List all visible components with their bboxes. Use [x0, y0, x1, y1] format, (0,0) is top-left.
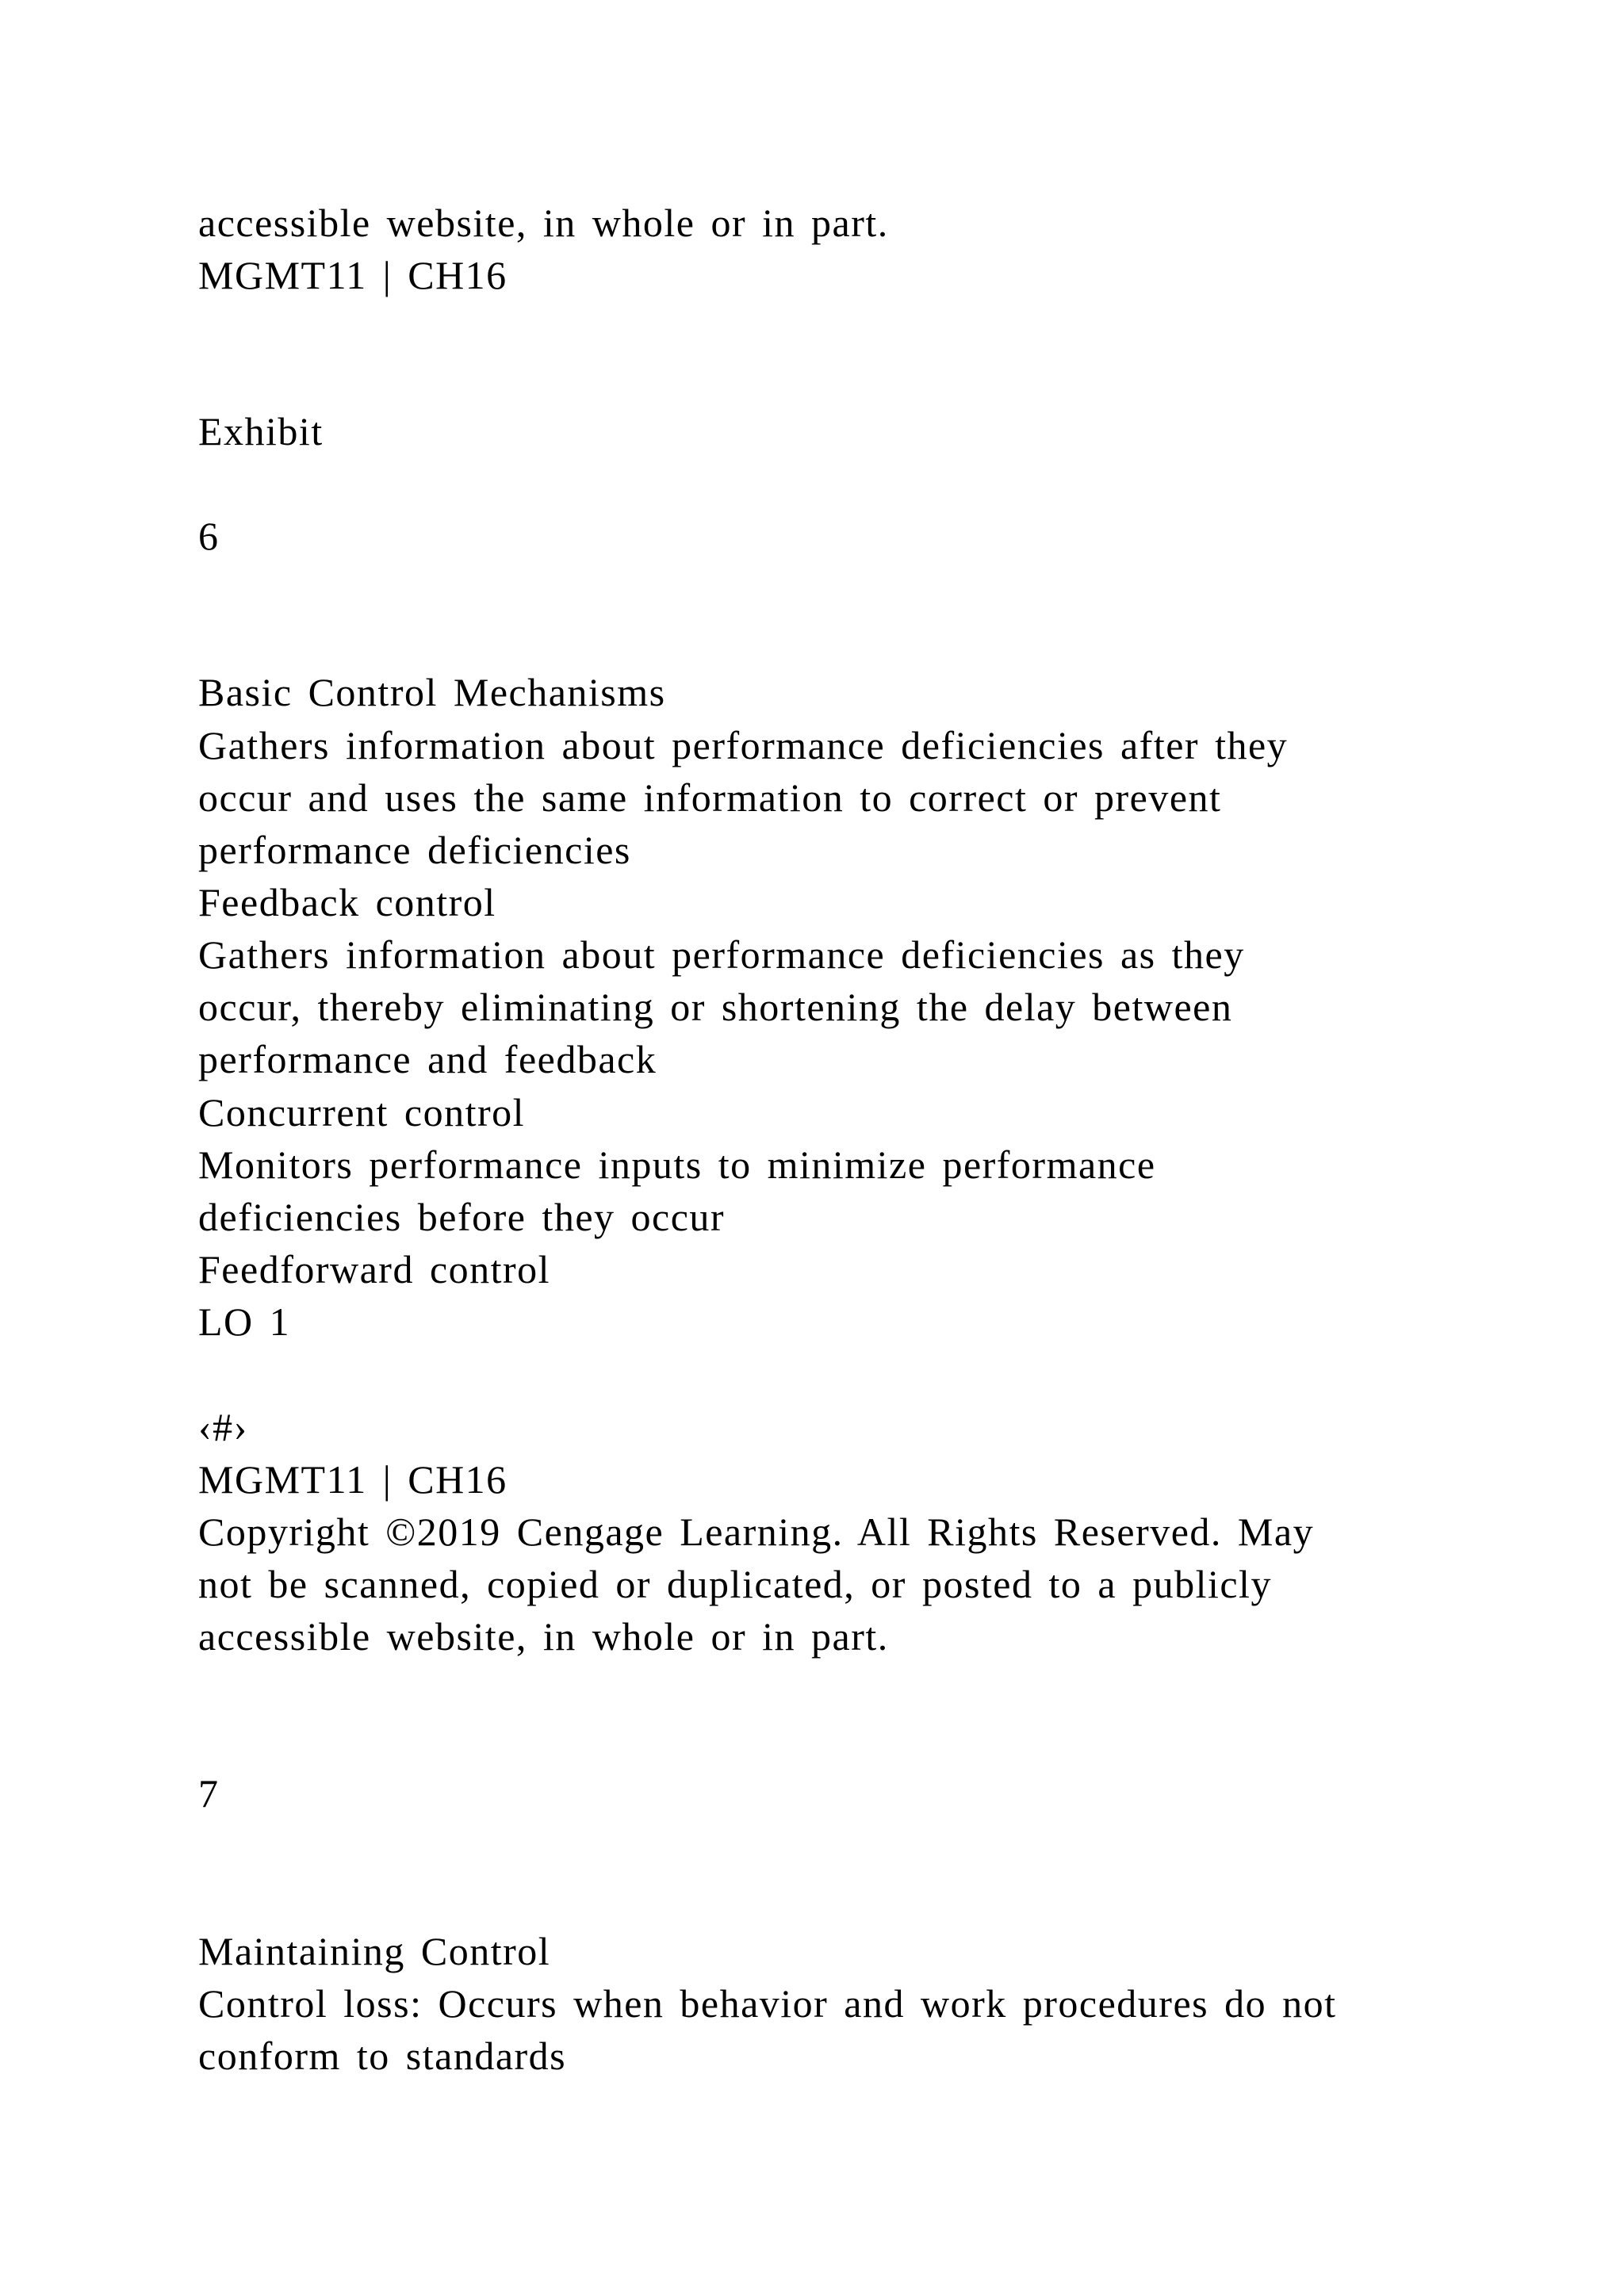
copyright-text: not be scanned, copied or duplicated, or posted to a publicly [198, 1562, 1272, 1606]
concurrent-description-line: performance and feedback [198, 1037, 657, 1081]
feedforward-control-term: Feedforward control [198, 1247, 551, 1292]
feedback-description-line: occur and uses the same information to correct or prevent [198, 775, 1222, 820]
course-chapter-label: MGMT11 | CH16 [198, 1457, 508, 1502]
exhibit-number: 6 [198, 514, 220, 558]
page-number: 7 [198, 1771, 220, 1816]
copyright-text: Copyright ©2019 Cengage Learning. All Rights Reserved. May [198, 1510, 1315, 1554]
feedback-description-line: performance deficiencies [198, 828, 631, 872]
course-chapter-label: MGMT11 | CH16 [198, 253, 508, 297]
section-title: Maintaining Control [198, 1929, 551, 1973]
feedforward-description-line: Monitors performance inputs to minimize performance [198, 1142, 1156, 1187]
learning-objective-label: LO 1 [198, 1299, 291, 1344]
concurrent-control-term: Concurrent control [198, 1090, 526, 1135]
feedback-control-term: Feedback control [198, 880, 496, 924]
concurrent-description-line: occur, thereby eliminating or shortening the delay between [198, 985, 1233, 1029]
feedback-description-line: Gathers information about performance deficiencies after they [198, 723, 1289, 767]
control-loss-definition-line: Control loss: Occurs when behavior and work procedures do not [198, 1981, 1337, 2026]
copyright-text: accessible website, in whole or in part. [198, 1614, 889, 1659]
section-title: Basic Control Mechanisms [198, 670, 666, 714]
exhibit-label: Exhibit [198, 409, 324, 453]
copyright-text-continued: accessible website, in whole or in part. [198, 201, 889, 245]
control-loss-definition-line: conform to standards [198, 2034, 567, 2078]
concurrent-description-line: Gathers information about performance deficiencies as they [198, 932, 1245, 977]
slide-number-placeholder: ‹#› [198, 1405, 248, 1449]
feedforward-description-line: deficiencies before they occur [198, 1195, 726, 1239]
